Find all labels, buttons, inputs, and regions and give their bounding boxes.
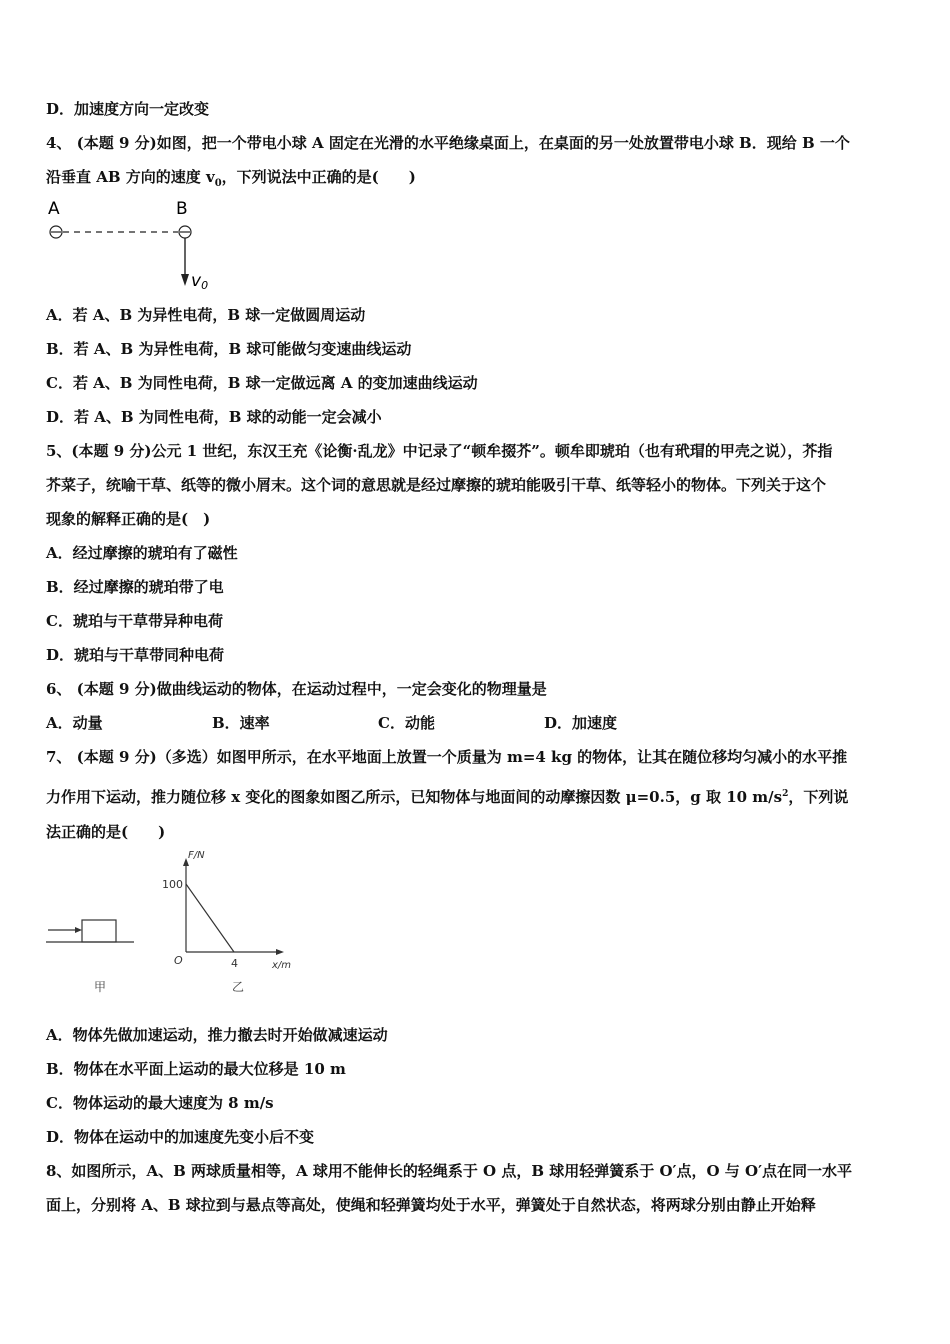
q4-option-b: B．若 A、B 为异性电荷，B 球可能做匀变速曲线运动 <box>46 340 412 358</box>
q5-stem-line2: 芥菜子，统喻干草、纸等的微小屑末。这个词的意思就是经过摩擦的琥珀能吸引干草、纸等轻小的物体。下列关于这个 <box>46 476 827 494</box>
q4-figure <box>46 194 908 298</box>
label-b: B <box>176 199 188 219</box>
x-axis-arrow-icon <box>276 949 284 955</box>
q8-stem-line1: 8、如图所示，A、B 两球质量相等，A 球用不能伸长的轻绳系于 O 点，B 球用轻弹簧系于 O′点，O 与 O′点在同一水平 <box>46 1162 853 1180</box>
q4-stem-line1: 4、 (本题 9 分)如图，把一个带电小球 A 固定在光滑的水平绝缘桌面上，在桌面的另一处放置带电小球 B．现给 B 一个 <box>46 134 850 152</box>
q6-option-b: B．速率 <box>212 714 270 732</box>
caption-right: 乙 <box>232 980 245 994</box>
q6-option-c: C．动能 <box>378 714 435 732</box>
origin-label: O <box>174 954 183 967</box>
q5-stem-line3: 现象的解释正确的是( ) <box>46 510 211 528</box>
q7-option-a: A．物体先做加速运动，推力撤去时开始做减速运动 <box>46 1026 388 1044</box>
y-tick-label: 100 <box>162 878 183 891</box>
velocity-label: v0 <box>191 271 209 292</box>
q6-option-d: D．加速度 <box>544 714 618 732</box>
y-axis-label: F/N <box>188 850 205 861</box>
q7-stem-line2: 力作用下运动，推力随位移 x 变化的图象如图乙所示，已知物体与地面间的动摩擦因数 μ=0.5，g 取 10 $m/s^2$，下列说 <box>46 788 849 806</box>
q5-option-b: B．经过摩擦的琥珀带了电 <box>46 578 224 596</box>
document-page <box>46 92 908 1222</box>
q6-option-a: A．动量 <box>46 714 103 732</box>
q7-option-c: C．物体运动的最大速度为 8 m/s <box>46 1094 274 1112</box>
caption-left: 甲 <box>94 980 107 994</box>
q7-option-b: B．物体在水平面上运动的最大位移是 10 m <box>46 1060 346 1078</box>
x-axis-label: x/m <box>272 960 292 971</box>
q8-stem-line2: 面上，分别将 A、B 球拉到与悬点等高处，使绳和轻弹簧均处于水平，弹簧处于自然状态，将两球分别由静止开始释 <box>46 1196 816 1214</box>
force-line <box>186 884 234 952</box>
q7-figure <box>46 850 908 1018</box>
push-arrow-head-icon <box>75 927 82 933</box>
q3-option-d: D．加速度方向一定改变 <box>46 100 210 118</box>
velocity-arrow-head-icon <box>181 274 189 286</box>
q6-stem: 6、 (本题 9 分)做曲线运动的物体，在运动过程中，一定会变化的物理量是 <box>46 680 547 698</box>
q4-option-d: D．若 A、B 为同性电荷，B 球的动能一定会减小 <box>46 408 382 426</box>
label-a: A <box>48 199 60 219</box>
q7-figure-svg <box>46 850 346 1018</box>
q5-option-d: D．琥珀与干草带同种电荷 <box>46 646 225 664</box>
q4-figure-svg <box>46 194 246 298</box>
q5-option-a: A．经过摩擦的琥珀有了磁性 <box>46 544 238 562</box>
q7-stem-line3: 法正确的是( ) <box>46 823 166 841</box>
block <box>82 920 116 942</box>
q4-option-a: A．若 A、B 为异性电荷，B 球一定做圆周运动 <box>46 306 366 324</box>
q4-option-c: C．若 A、B 为同性电荷，B 球一定做远离 A 的变加速曲线运动 <box>46 374 478 392</box>
q4-stem-line2: 沿垂直 AB 方向的速度 $v_0$，下列说法中正确的是( ) <box>46 168 416 189</box>
q7-stem-line1: 7、 (本题 9 分)（多选）如图甲所示，在水平地面上放置一个质量为 m=4 kg 的物体，让其在随位移均匀减小的水平推 <box>46 748 848 766</box>
q5-stem-line1: 5、(本题 9 分)公元 1 世纪，东汉王充《论衡·乱龙》中记录了“顿牟掇芥”。顿牟即琥珀（也有玳瑁的甲壳之说），芥指 <box>46 442 833 460</box>
q6-options <box>46 706 908 740</box>
q5-option-c: C．琥珀与干草带异种电荷 <box>46 612 223 630</box>
x-tick-label: 4 <box>231 957 238 970</box>
q7-option-d: D．物体在运动中的加速度先变小后不变 <box>46 1128 315 1146</box>
